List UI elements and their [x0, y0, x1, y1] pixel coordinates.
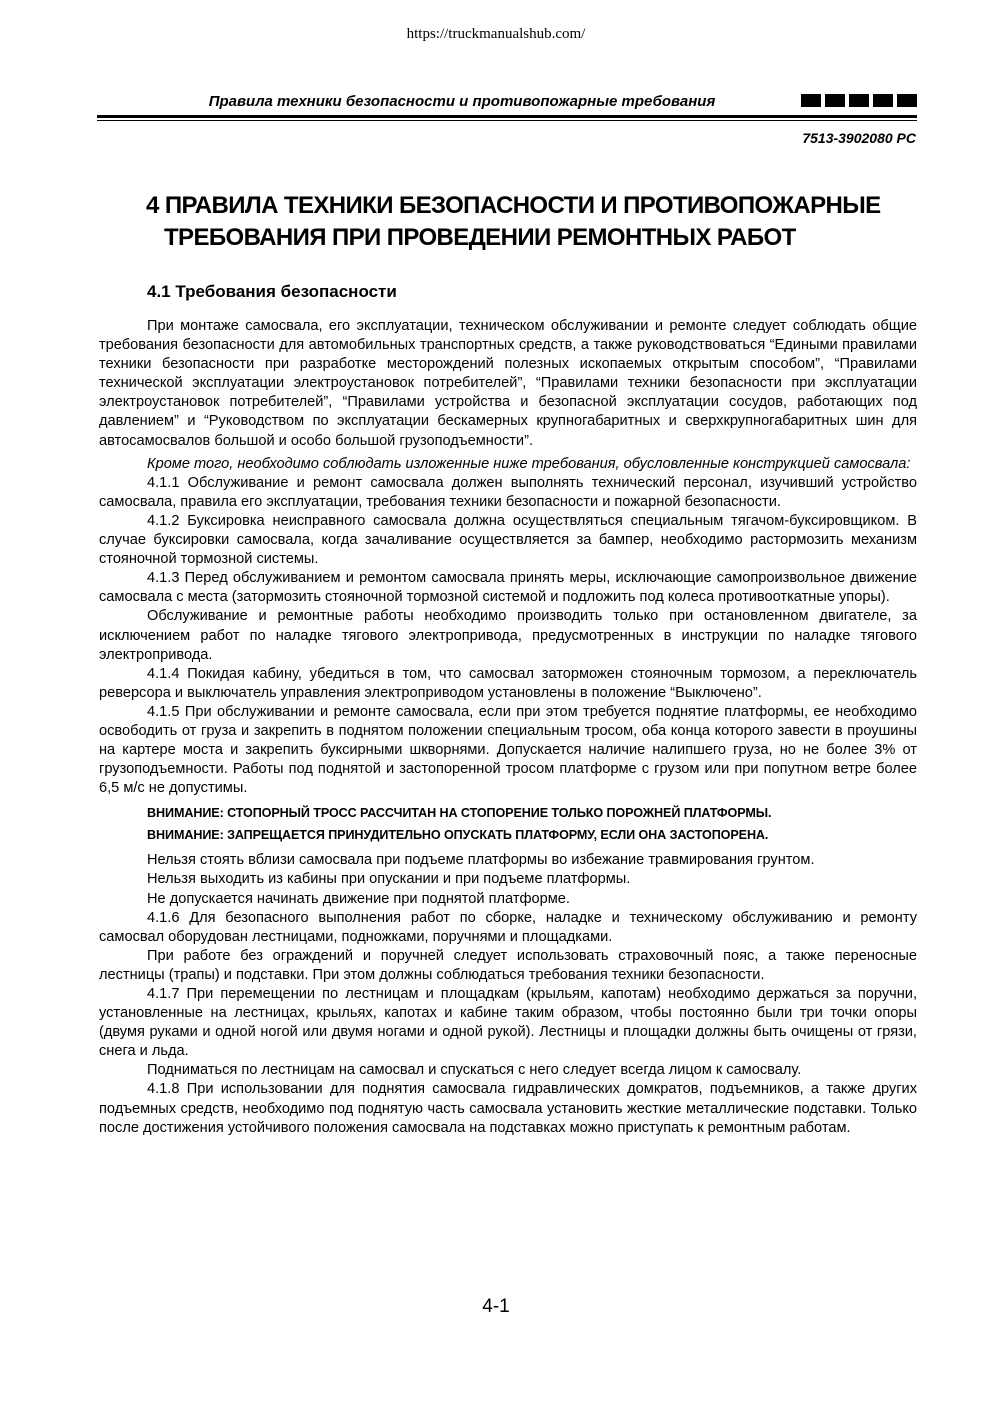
paragraph-4-1-6: 4.1.6 Для безопасного выполнения работ по сборке, наладке и техническому обслуживанию и ремонту самосвал оборудован лестницами, подножками, поручнями и площадками. — [99, 909, 917, 945]
paragraph: Обслуживание и ремонтные работы необходимо производить только при остановленном двигателе, за исключением работ по наладке тягового электропривода, предусмотренных в инструкции по наладке тягового электропривода. — [99, 608, 917, 663]
source-url[interactable]: https://truckmanualshub.com/ — [406, 26, 586, 42]
chapter-title-line2: ТРЕБОВАНИЯ ПРИ ПРОВЕДЕНИИ РЕМОНТНЫХ РАБОТ — [164, 224, 796, 251]
paragraph-4-1-3: 4.1.3 Перед обслуживанием и ремонтом самосвала принять меры, исключающие самопроизвольное движение самосвала с места (затормозить стояночной тормозной системой и подложить под колеса противооткатные упоры). — [99, 570, 917, 606]
warning-line: ВНИМАНИЕ: ЗАПРЕЩАЕТСЯ ПРИНУДИТЕЛЬНО ОПУСКАТЬ ПЛАТФОРМУ, ЕСЛИ ОНА ЗАСТОПОРЕНА. — [147, 828, 769, 843]
header-title: Правила техники безопасности и противопожарные требования — [208, 93, 716, 110]
chapter-title — [140, 190, 930, 254]
belaz-logo — [801, 94, 917, 108]
paragraph: При работе без ограждений и поручней следует использовать страховочный пояс, а также переносные лестницы (трапы) и подставки. При этом должны соблюдаться требования техники безопасности. — [99, 947, 917, 983]
paragraph-4-1-2: 4.1.2 Буксировка неисправного самосвала должна осуществляться специальным тягачом-буксировщиком. В случае буксировки самосвала, когда зачаливание осуществляется за бампер, необходимо растормозить механизм стояночной тормозной системы. — [99, 512, 917, 568]
chapter-title-line1: 4 ПРАВИЛА ТЕХНИКИ БЕЗОПАСНОСТИ И ПРОТИВОПОЖАРНЫЕ — [146, 192, 881, 219]
paragraph: Нельзя стоять вблизи самосвала при подъеме платформы во избежание травмирования грунтом. — [147, 852, 815, 869]
paragraph-4-1-1: 4.1.1 Обслуживание и ремонт самосвала должен выполнять технический персонал, изучивший устройство самосвала, правила его эксплуатации, требования техники безопасности и пожарной безопасности. — [99, 474, 917, 510]
page-number: 4-1 — [482, 1296, 510, 1317]
paragraph-italic: Кроме того, необходимо соблюдать изложенные ниже требования, обусловленные конструкцией самосвала: — [147, 455, 911, 472]
document-body — [99, 317, 917, 1138]
paragraph-4-1-8: 4.1.8 При использовании для поднятия самосвала гидравлических домкратов, подъемников, а также других подъемных средств, необходимо под поднятую часть самосвала установить жесткие металлические подставки. Только после достижения устойчивого положения самосвала на подставках можно приступать к ремонтным работам. — [99, 1081, 917, 1136]
warning-line: ВНИМАНИЕ: СТОПОРНЫЙ ТРОСС РАССЧИТАН НА СТОПОРЕНИЕ ТОЛЬКО ПОРОЖНЕЙ ПЛАТФОРМЫ. — [147, 806, 772, 821]
warning-block — [147, 802, 917, 846]
header-rule-thin — [97, 120, 917, 121]
section-heading: 4.1 Требования безопасности — [147, 282, 397, 301]
paragraph: Не допускается начинать движение при поднятой платформе. — [147, 890, 570, 907]
header-rule-thick — [97, 115, 917, 118]
paragraph: Подниматься по лестницам на самосвал и спускаться с него следует всегда лицом к самосвалу. — [147, 1062, 802, 1079]
paragraph-4-1-7: 4.1.7 При перемещении по лестницам и площадкам (крыльям, капотам) необходимо держаться за поручни, установленные на лестницах, крыльях, капотах и кабине таким образом, чтобы постоянно были три точки опоры (двумя руками и одной ногой или двумя ногами и одной рукой). Лестницы и площадки должны быть очищены от грязи, снега и льда. — [99, 986, 917, 1060]
page-header — [97, 92, 917, 114]
paragraph: При монтаже самосвала, его эксплуатации, техническом обслуживании и ремонте следует соблюдать общие требования безопасности для автомобильных транспортных средств, а также руководствоваться “Едиными правилами техники безопасности при разработке месторождений полезных ископаемых открытым способом”, “Правилами технической эксплуатации электроустановок потребителей”, “Правилами техники безопасности при эксплуатации электроустановок потребителей”, “Правилами устройства и безопасной эксплуатации сосудов, работающих под давлением” и “Руководством по эксплуатации бескамерных крупногабаритных и сверхкрупногабаритных шин для автосамосвалов большой и особо большой грузоподъемности”. — [99, 318, 917, 449]
paragraph: Нельзя выходить из кабины при опускании и при подъеме платформы. — [147, 871, 631, 888]
paragraph-4-1-5: 4.1.5 При обслуживании и ремонте самосвала, если при этом требуется поднятие платформы, ее необходимо освободить от груза и закрепить в поднятом положении специальным тросом, оба конца которого завести в проушины на картере моста и закрепить буксирными шкворнями. Допускается наличие налипшего груза, но не более 3% от грузоподъемности. Работы под поднятой и застопоренной тросом платформе с грузом или при попутном ветре более 6,5 м/с не допустимы. — [99, 703, 917, 797]
paragraph-4-1-4: 4.1.4 Покидая кабину, убедиться в том, что самосвал заторможен стояночным тормозом, а переключатель реверсора и выключатель управления электроприводом установлены в положение “Выключено”. — [99, 665, 917, 701]
document-number: 7513-3902080 РС — [802, 130, 916, 146]
